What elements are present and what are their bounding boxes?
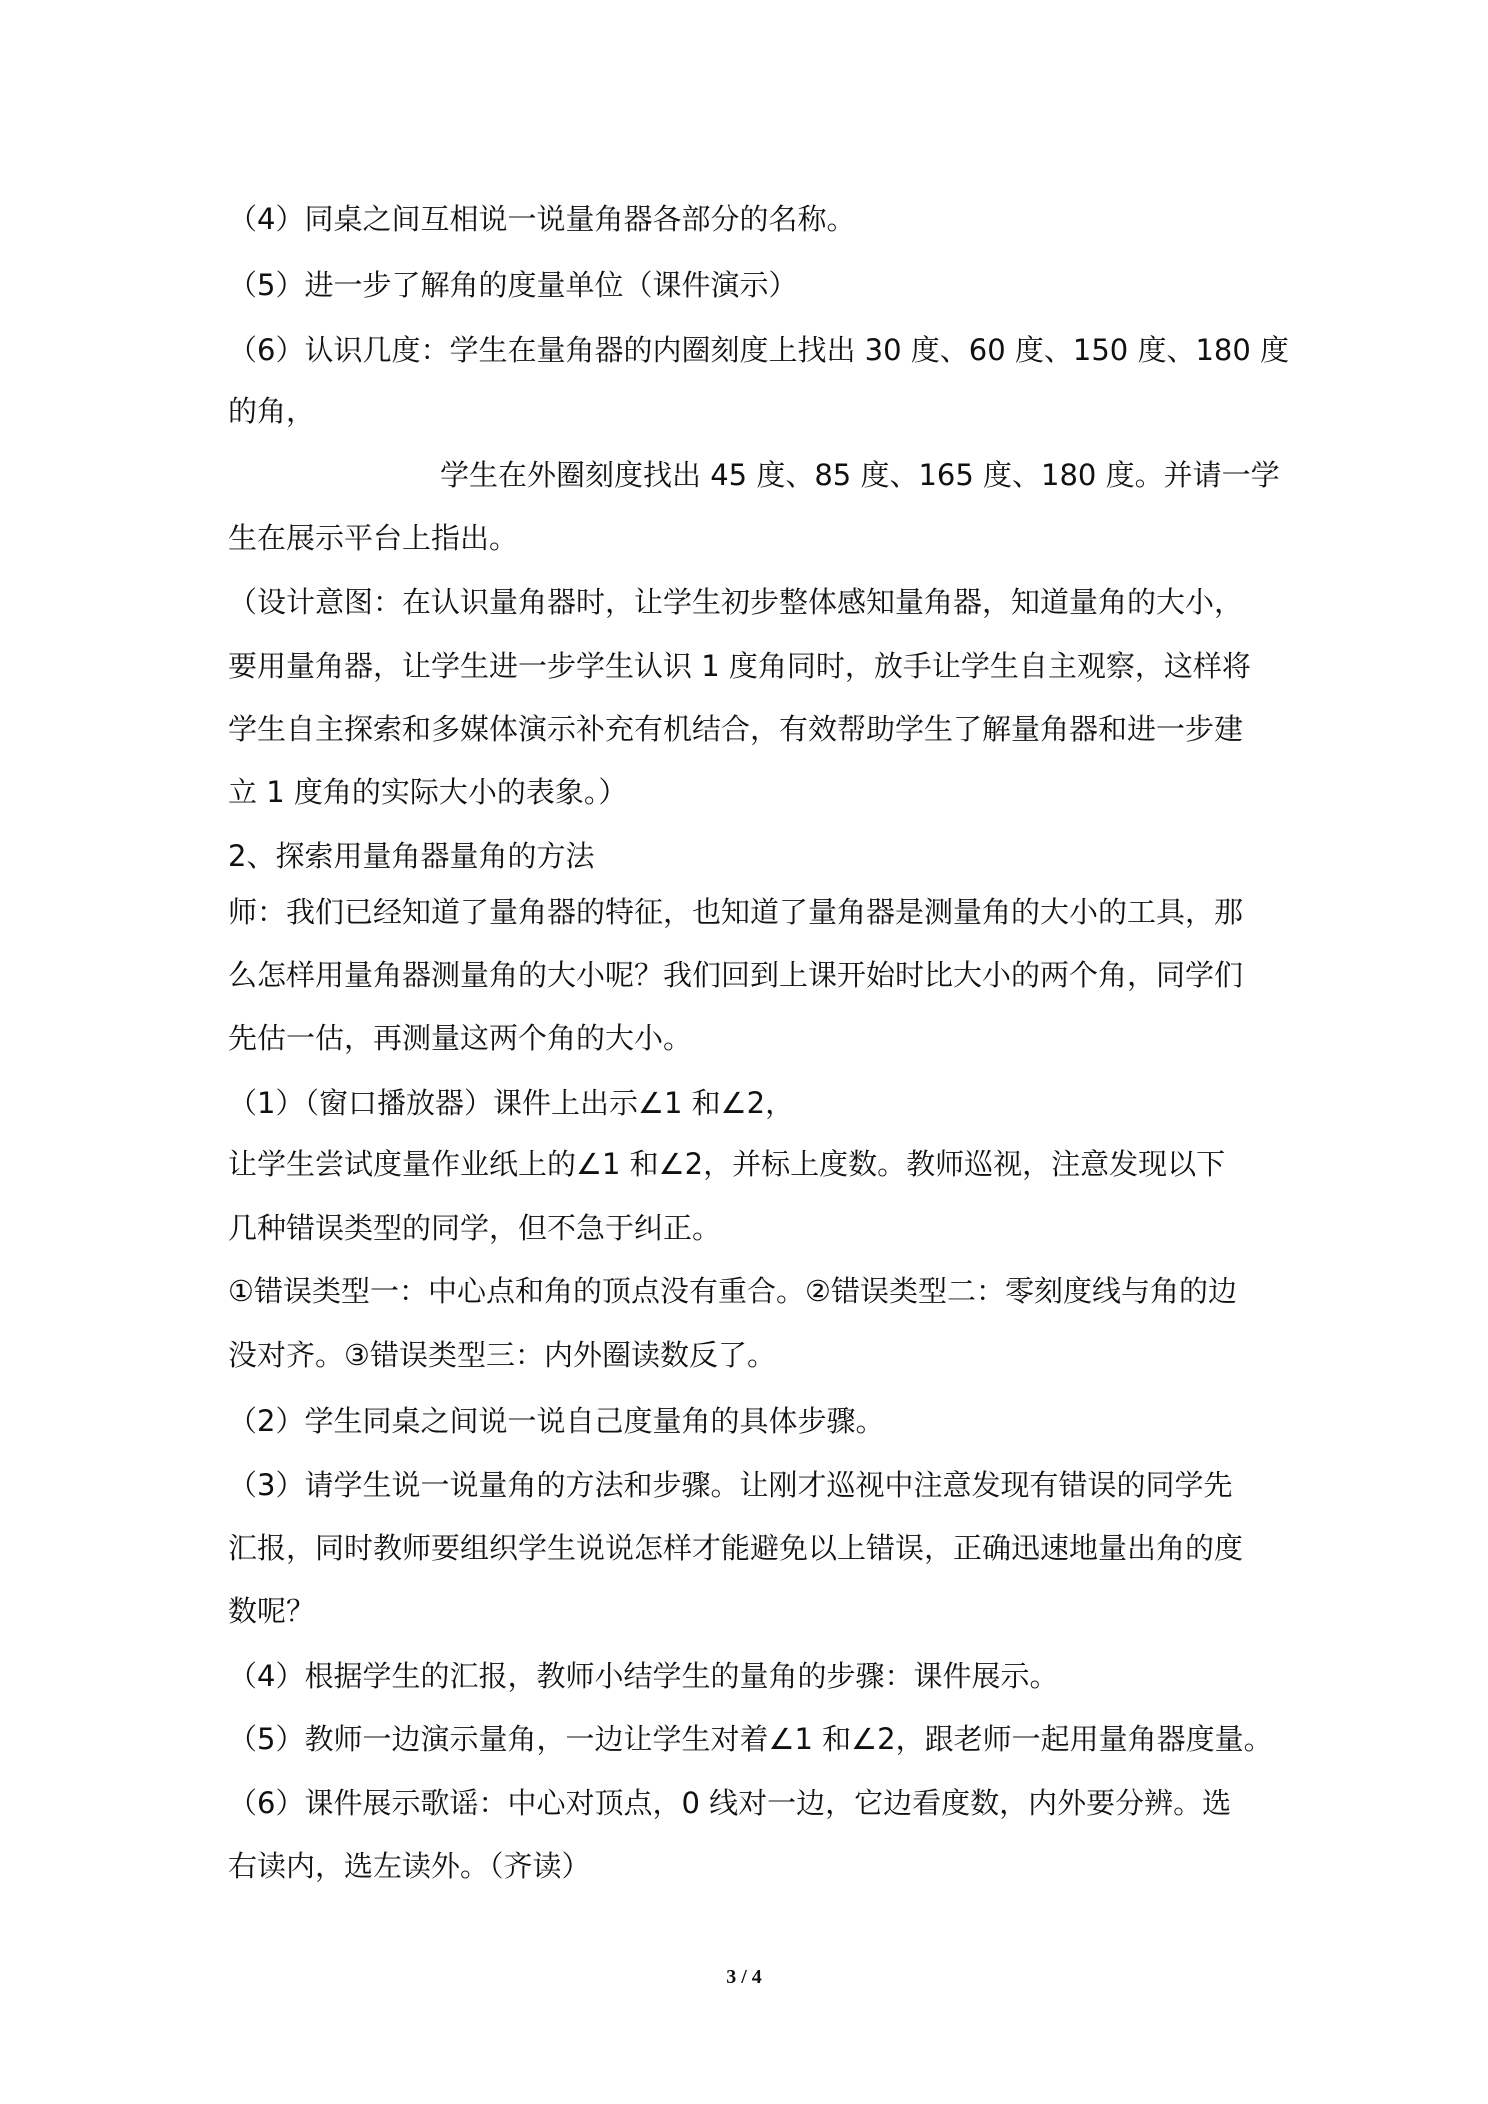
text-line: （4）同桌之间互相说一说量角器各部分的名称。 [228, 202, 856, 236]
text-line: （4）根据学生的汇报，教师小结学生的量角的步骤：课件展示。 [228, 1659, 1059, 1693]
text-line: （6）课件展示歌谣：中心对顶点，0 线对一边，它边看度数，内外要分辨。选 [228, 1786, 1232, 1820]
text-line: （2）学生同桌之间说一说自己度量角的具体步骤。 [228, 1404, 885, 1438]
text-line: ①错误类型一：中心点和角的顶点没有重合。②错误类型二：零刻度线与角的边 [228, 1274, 1237, 1308]
text-line: 么怎样用量角器测量角的大小呢？我们回到上课开始时比大小的两个角，同学们 [228, 958, 1244, 992]
text-line: （设计意图：在认识量角器时，让学生初步整体感知量角器，知道量角的大小， [228, 585, 1244, 619]
text-line: （5）教师一边演示量角，一边让学生对着∠1 和∠2，跟老师一起用量角器度量。 [228, 1722, 1273, 1756]
text-line: 学生自主探索和多媒体演示补充有机结合，有效帮助学生了解量角器和进一步建 [228, 712, 1244, 746]
text-line: 要用量角器，让学生进一步学生认识 1 度角同时，放手让学生自主观察，这样将 [228, 649, 1251, 683]
text-line: 立 1 度角的实际大小的表象。） [228, 775, 628, 809]
text-line: 师：我们已经知道了量角器的特征，也知道了量角器是测量角的大小的工具，那 [228, 895, 1244, 929]
text-line: 先估一估，再测量这两个角的大小。 [228, 1021, 693, 1055]
text-line: 数呢？ [228, 1594, 316, 1628]
text-line: （3）请学生说一说量角的方法和步骤。让刚才巡视中注意发现有错误的同学先 [228, 1468, 1233, 1502]
text-line: 让学生尝试度量作业纸上的∠1 和∠2，并标上度数。教师巡视，注意发现以下 [228, 1147, 1226, 1181]
text-line: （5）进一步了解角的度量单位（课件演示） [228, 268, 798, 302]
text-line: 生在展示平台上指出。 [228, 521, 519, 555]
section-heading: 2、探索用量角器量角的方法 [228, 839, 595, 873]
text-line: 的角， [228, 394, 316, 428]
page-number: 3 / 4 [726, 1966, 762, 1988]
text-line: （6）认识几度：学生在量角器的内圈刻度上找出 30 度、60 度、150 度、180 度 [228, 333, 1290, 367]
text-line: （1）（窗口播放器）课件上出示∠1 和∠2， [228, 1086, 795, 1120]
text-line: 学生在外圈刻度找出 45 度、85 度、165 度、180 度。并请一学 [440, 458, 1280, 492]
text-line: 没对齐。③错误类型三：内外圈读数反了。 [228, 1338, 776, 1372]
text-line: 右读内，选左读外。（齐读） [228, 1849, 591, 1883]
text-line: 汇报，同时教师要组织学生说说怎样才能避免以上错误，正确迅速地量出角的度 [228, 1531, 1244, 1565]
text-line: 几种错误类型的同学，但不急于纠正。 [228, 1211, 722, 1245]
